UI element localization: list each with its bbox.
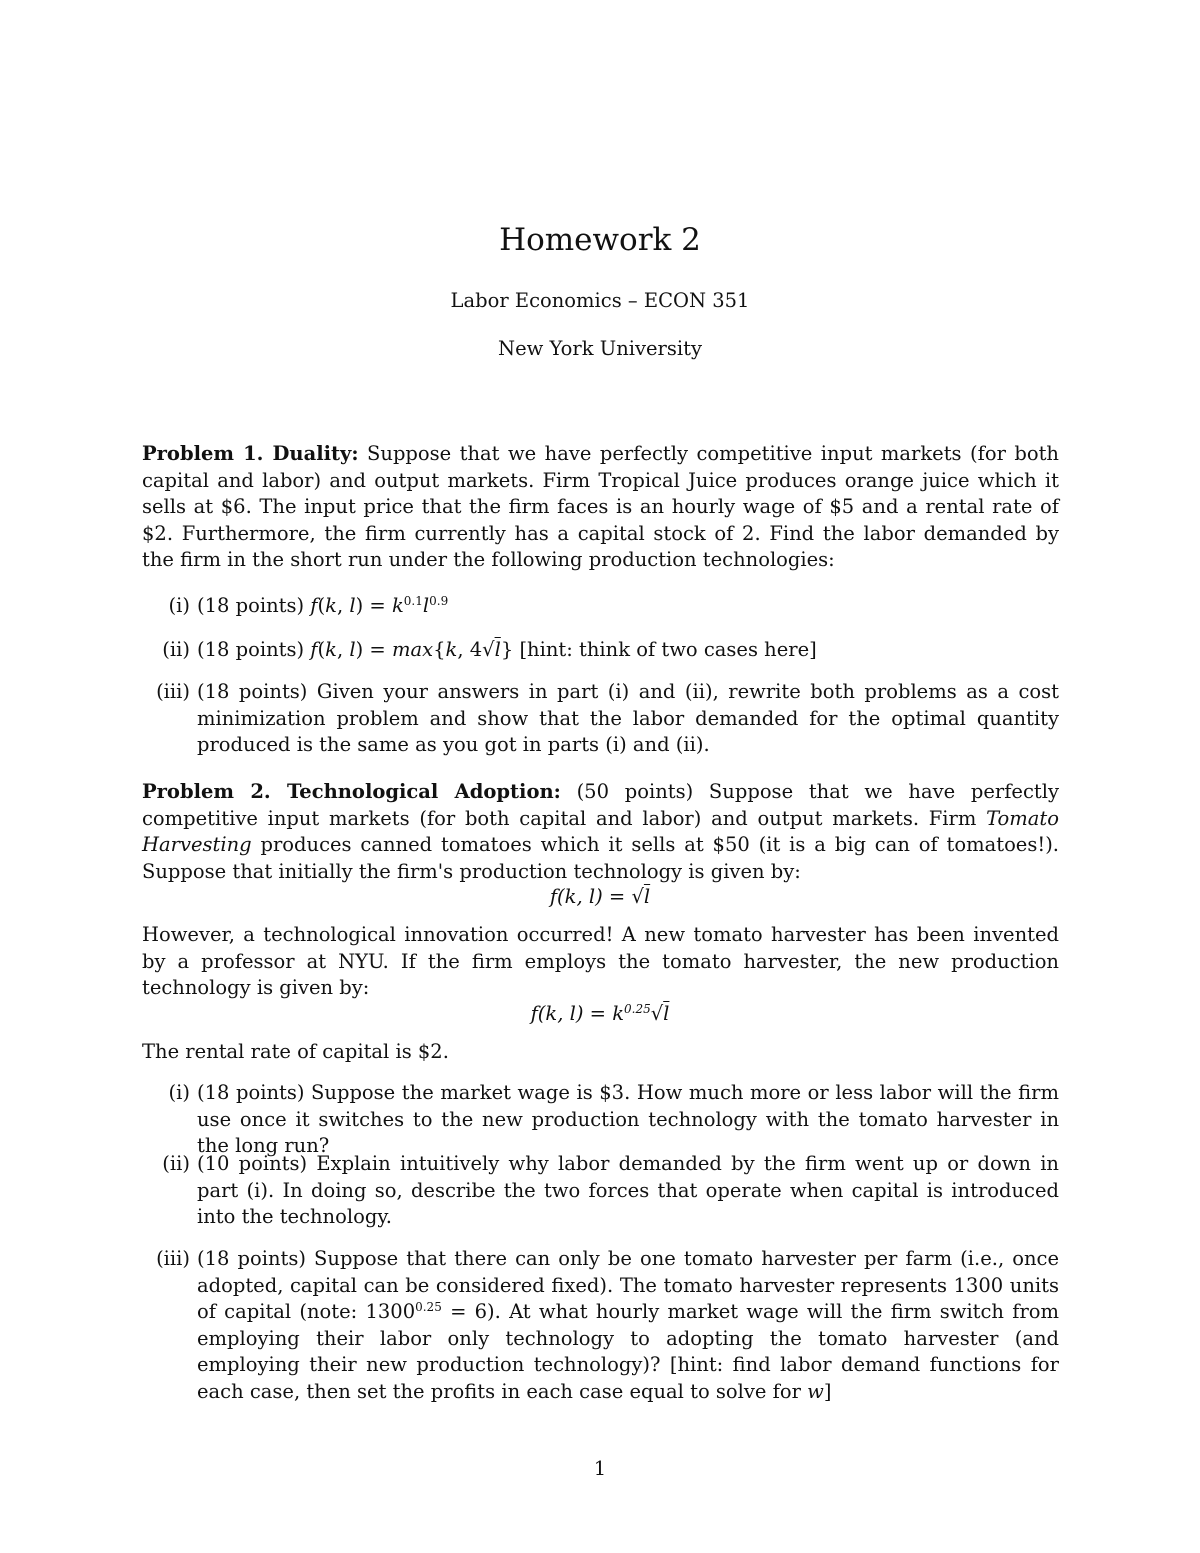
page-title: Homework 2 (499, 222, 701, 258)
university-name: New York University (498, 337, 702, 360)
item-points: (18 points) (197, 638, 305, 661)
page-number: 1 (593, 1457, 607, 1480)
problem-1-heading: Problem 1. Duality: (142, 442, 359, 465)
item-text: (18 points) Suppose that there can only be one tomato harvester per farm (i.e., once adopted, capital can be considered fixed). The tomato harvester represents 1300 units of capital (note: $1300^{0.25} = 6$). At what hourly market wage will the firm switch from employing their labor only technology to adopting the tomato harvester (and employing their new production technology)? [hint: find labor demand functions for each case, then set the profits in each case equal to solve for w] (197, 1247, 1059, 1403)
problem-2-innovation: However, a technological innovation occurred! A new tomato harvester has been invented by a professor at NYU. If the firm employs the tomato harvester, the new production technology is given by: (142, 923, 1059, 999)
item-text: (10 points) Explain intuitively why labor demanded by the firm went up or down in part (i). In doing so, describe the two forces that operate when capital is introduced into the technology. (197, 1152, 1059, 1228)
variable-w: w (807, 1379, 824, 1403)
problem-1-part-iii (142, 679, 1059, 759)
item-hint: [hint: think of two cases here] (519, 638, 817, 661)
item-text: (18 points) Given your answers in part (i) and (ii), rewrite both problems as a cost minimization problem and show that the labor demanded for the optimal quantity produced is the same as you got in parts (i) and (ii). (197, 680, 1059, 756)
formula-cobb-douglas: f (310, 594, 318, 617)
problem-2-part-ii (142, 1151, 1059, 1231)
rental-rate-text: The rental rate of capital is $2. (142, 1040, 449, 1063)
item-text-b: = 6). At what hourly market wage will the firm switch from employing their labor only technology to adopting the tomato harvester (and employing their new production technology)? [hint: find labor demand functions for each case, then set the profits in each case equal to solve for (197, 1300, 1059, 1403)
problem-1-text: Suppose that we have perfectly competitive input markets (for both capital and labor) and output markets. Firm Tropical Juice produces orange juice which it sells at $6. The input price that the firm faces is an hourly wage of $5 and a rental rate of $2. Furthermore, the firm currently has a capital stock of 2. Find the labor demanded by the firm in the short run under the following production technologies: (142, 442, 1059, 571)
item-number: (i) (168, 1081, 190, 1104)
problem-2-text-a: (50 points) Suppose that we have perfectly competitive input markets (for both capital and labor) and output markets. Firm (142, 780, 1059, 830)
item-text: (18 points) Suppose the market wage is $3. How much more or less labor will the firm use once it switches to the new production technology with the tomato harvester in the long run? (197, 1081, 1059, 1157)
problem-2-heading: Problem 2. Technological Adoption: (142, 780, 561, 803)
equation-harvester: f(k, $l) = k^{0.25}√l$ (530, 1002, 670, 1025)
item-number: (ii) (162, 638, 190, 661)
equation-sqrt-l: f(k, l) = √l (549, 885, 651, 908)
course-name: Labor Economics – ECON 351 (450, 289, 750, 312)
formula-max: f(k, l) = max{k, 4√l} (310, 638, 514, 661)
problem-2-part-i (142, 1080, 1059, 1160)
problem-1-part-ii (142, 637, 1059, 664)
problem-1-part-i: (i) (18 points) f(k, $l) = k^{0.1}l^{0.9}$ (142, 593, 1059, 620)
item-number: (i) (168, 594, 190, 617)
inline-formula: $1300^{0.25}$ (365, 1300, 442, 1323)
item-number: (ii) (162, 1152, 190, 1175)
item-number: (iii) (156, 1247, 190, 1270)
problem-2-part-iii (142, 1246, 1059, 1405)
item-text-a: (18 points) Suppose that there can only be one tomato harvester per farm (i.e., once adopted, capital can be considered fixed). The tomato harvester represents 1300 units of capital (note: (197, 1247, 1059, 1323)
item-points: (18 points) (197, 594, 305, 617)
problem-2-text-b: produces canned tomatoes which it sells at $50 (it is a big can of tomatoes!). Suppose that initially the firm's production technology is given by: (142, 833, 1060, 883)
firm-name: Tomato Harvesting (142, 806, 1059, 856)
item-number: (iii) (156, 680, 190, 703)
problem-2-intro (142, 779, 1059, 885)
problem-1-intro (142, 441, 1059, 574)
